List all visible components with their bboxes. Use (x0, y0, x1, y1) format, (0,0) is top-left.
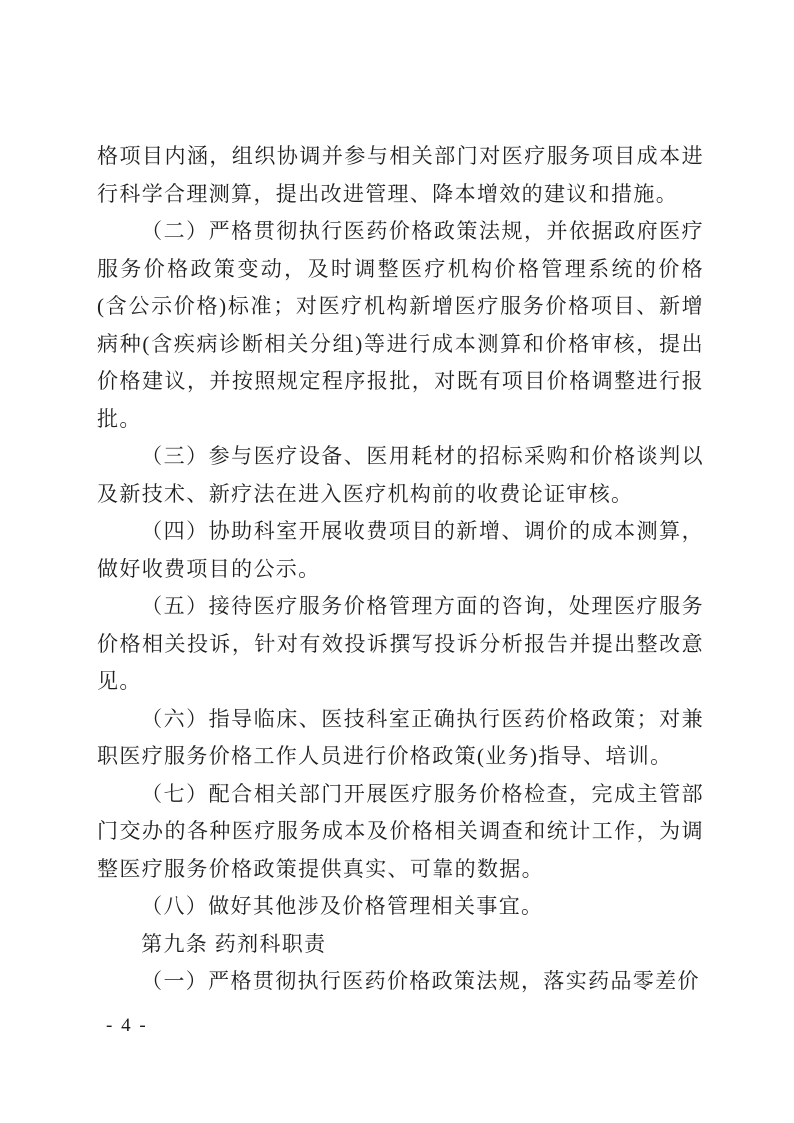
page-footer (106, 1014, 148, 1038)
section-heading: 第九条 药剂科职责 (141, 931, 327, 956)
document-body (97, 138, 704, 1001)
paragraph: （一）严格贯彻执行医药价格政策法规，落实药品零差价 (141, 969, 700, 993)
paragraph: （二）严格贯彻执行医药价格政策法规，并依据政府医疗服务价格政策变动，及时调整医疗机构价格管理系统的价格(含公示价格)标准；对医疗机构新增医疗服务价格项目、新增病种(含疾病诊断相关分组)等进行成本测算和价格审核，提出价格建议，并按照规定程序报批，对既有项目价格调整进行报批。 (97, 219, 704, 431)
paragraph: （四）协助科室开展收费项目的新增、调价的成本测算，做好收费项目的公示。 (97, 519, 704, 581)
paragraph: （五）接待医疗服务价格管理方面的咨询，处理医疗服务价格相关投诉，针对有效投诉撰写投诉分析报告并提出整改意见。 (97, 594, 704, 693)
paragraph: 格项目内涵，组织协调并参与相关部门对医疗服务项目成本进行科学合理测算，提出改进管理、降本增效的建议和措施。 (97, 144, 704, 206)
page-number: - 4 - (106, 1015, 148, 1036)
paragraph: （七）配合相关部门开展医疗服务价格检查，完成主管部门交办的各种医疗服务成本及价格相关调查和统计工作，为调整医疗服务价格政策提供真实、可靠的数据。 (97, 781, 704, 881)
paragraph: （六）指导临床、医技科室正确执行医药价格政策；对兼职医疗服务价格工作人员进行价格政策(业务)指导、培训。 (97, 706, 704, 768)
paragraph: （三）参与医疗设备、医用耗材的招标采购和价格谈判以及新技术、新疗法在进入医疗机构前的收费论证审核。 (97, 444, 704, 506)
paragraph: （八）做好其他涉及价格管理相关事宜。 (141, 894, 544, 918)
